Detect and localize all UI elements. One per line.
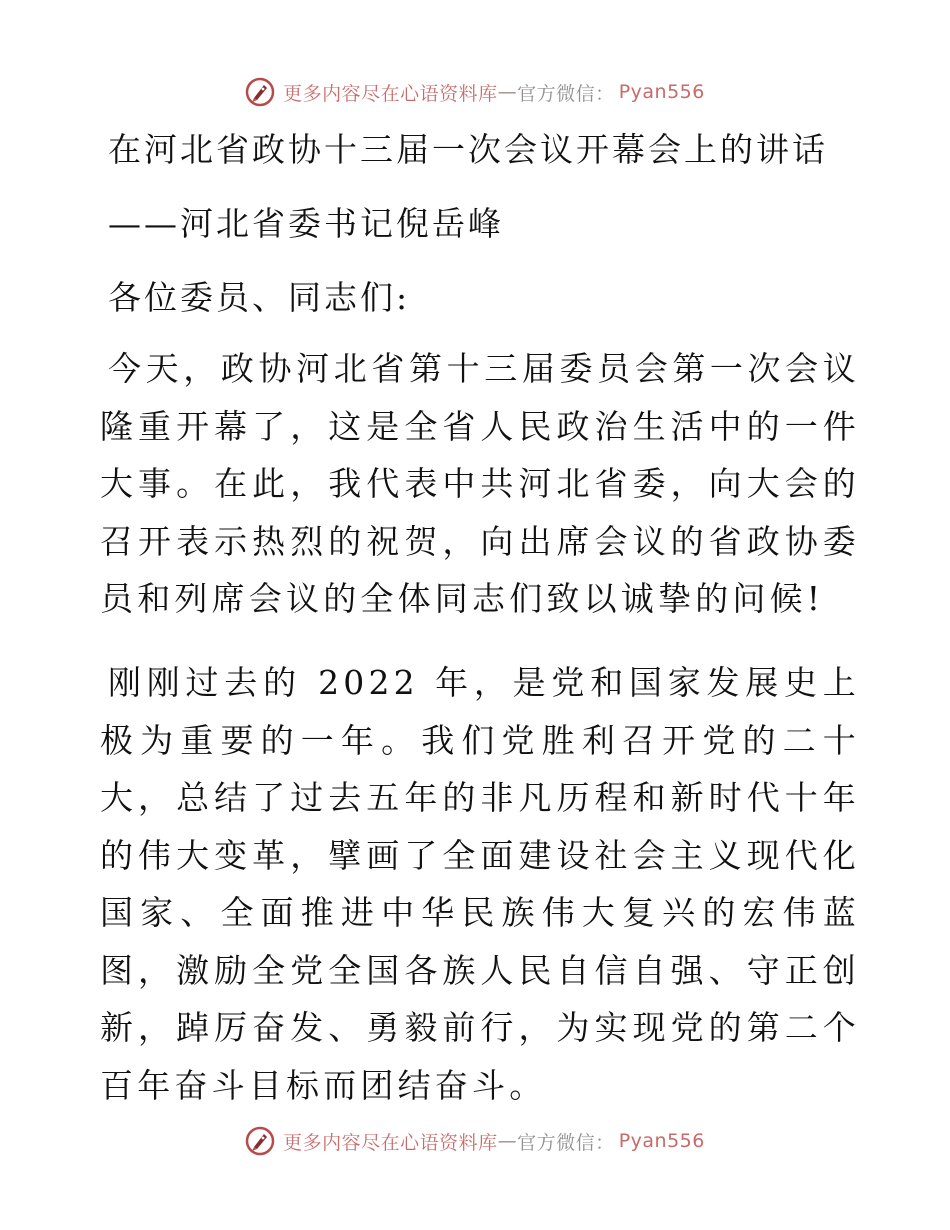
pen-nib-logo-icon — [245, 77, 275, 107]
footer-banner — [0, 1121, 950, 1161]
document-author: ——河北省委书记倪岳峰 — [108, 204, 504, 243]
banner-main-text: 更多内容尽在心语资料库 — [283, 1131, 498, 1154]
banner-dash: — — [497, 81, 518, 103]
banner-wechat-label: 官方微信： — [517, 82, 615, 105]
header-banner — [0, 72, 950, 112]
paragraph-2: 刚刚过去的 2022 年，是党和国家发展史上极为重要的一年。我们党胜利召开党的二十大，总结了过去五年的非凡历程和新时代十年的伟大变革，擘画了全面建设社会主义现代化国家、全面推进中华民族伟大复兴的宏伟蓝图，激励全党全国各族人民自信自强、守正创新，踔厉奋发、勇毅前行，为实现党的第二个百年奋斗目标而团结奋斗。 — [100, 663, 860, 1105]
banner-wechat-id: Pyan556 — [618, 81, 705, 103]
banner-dash: — — [497, 1130, 518, 1152]
document-title: 在河北省政协十三届一次会议开幕会上的讲话 — [108, 130, 828, 169]
paragraph-1: 今天，政协河北省第十三届委员会第一次会议隆重开幕了，这是全省人民政治生活中的一件大事。在此，我代表中共河北省委，向大会的召开表示热烈的祝贺，向出席会议的省政协委员和列席会议的全体同志们致以诚挚的问候! — [100, 349, 860, 618]
pen-nib-logo-icon — [245, 1126, 275, 1156]
banner-wechat-id: Pyan556 — [618, 1130, 705, 1152]
banner-wechat-label: 官方微信： — [517, 1131, 615, 1154]
banner-main-text: 更多内容尽在心语资料库 — [283, 82, 498, 105]
document-salutation: 各位委员、同志们: — [108, 278, 411, 317]
